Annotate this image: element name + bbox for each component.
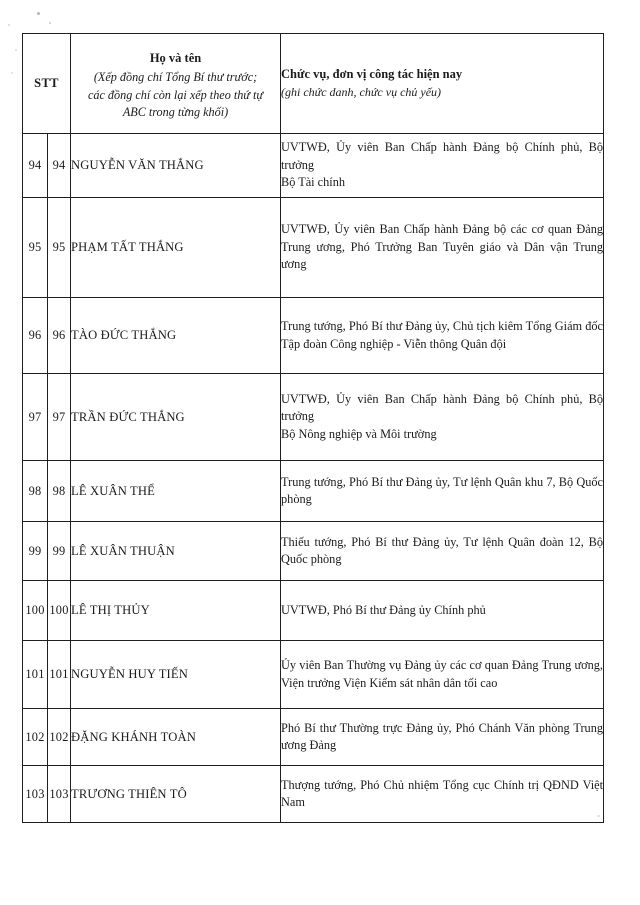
table-row [23, 298, 604, 374]
person-name: TRƯƠNG THIÊN TÔ [71, 766, 281, 823]
position-line: ương Đảng [281, 738, 337, 752]
person-name: TRẦN ĐỨC THẮNG [71, 374, 281, 461]
position-line: phòng [281, 492, 312, 506]
scan-speckle [8, 24, 10, 26]
row-index-outer: 103 [23, 766, 48, 823]
position-line: Quốc phòng [281, 552, 342, 566]
column-header-name-note-line-3: ABC trong từng khối) [122, 104, 229, 119]
row-index-inner: 97 [48, 374, 71, 461]
table-row [23, 134, 604, 198]
row-index-outer: 101 [23, 641, 48, 709]
column-header-name-note-line-2: các đồng chí còn lại xếp theo thứ tự [87, 87, 264, 102]
column-header-position-note: (ghi chức danh, chức vụ chủ yếu) [281, 85, 442, 100]
table-row [23, 766, 604, 823]
position-line: Nam [281, 795, 305, 809]
column-header-stt: STT [23, 34, 71, 134]
position-line: UVTWĐ, Ủy viên Ban Chấp hành Đảng bộ Chính phủ, Bộ trưởng [281, 391, 604, 424]
row-index-inner: 101 [48, 641, 71, 709]
row-index-outer: 99 [23, 522, 48, 581]
row-index-outer: 102 [23, 709, 48, 766]
row-index-outer: 98 [23, 461, 48, 522]
column-header-position [281, 34, 604, 134]
table-row [23, 461, 604, 522]
person-position [281, 709, 604, 766]
person-name: NGUYỄN HUY TIẾN [71, 641, 281, 709]
person-position [281, 134, 604, 198]
person-position [281, 198, 604, 298]
row-index-outer: 94 [23, 134, 48, 198]
position-line: UVTWĐ, Ủy viên Ban Chấp hành Đảng bộ các cơ quan Đảng [281, 222, 604, 237]
row-index-inner: 94 [48, 134, 71, 198]
personnel-table [22, 33, 604, 823]
table-row [23, 198, 604, 298]
position-line: Viện trưởng Viện Kiểm sát nhân dân tối cao [281, 675, 498, 690]
row-index-inner: 98 [48, 461, 71, 522]
person-position [281, 374, 604, 461]
row-index-outer: 97 [23, 374, 48, 461]
person-name: TÀO ĐỨC THẮNG [71, 298, 281, 374]
position-line: Ủy viên Ban Thường vụ Đảng ủy các cơ quan Đảng Trung ương, [281, 658, 604, 673]
column-header-name-note-line-1: (Xếp đồng chí Tổng Bí thư trước; [93, 70, 258, 85]
table-row [23, 641, 604, 709]
person-position [281, 641, 604, 709]
position-line: Thiếu tướng, Phó Bí thư Đảng ủy, Tư lệnh Quân đoàn 12, Bộ [281, 534, 604, 549]
position-line: Thượng tướng, Phó Chủ nhiệm Tổng cục Chính trị QĐND Việt [281, 777, 604, 792]
position-line: UVTWĐ, Ủy viên Ban Chấp hành Đảng bộ Chính phủ, Bộ trưởng [281, 140, 604, 172]
table-row [23, 581, 604, 641]
scan-speckle [11, 72, 13, 74]
position-line: Trung tướng, Phó Bí thư Đảng ủy, Tư lệnh Quân khu 7, Bộ Quốc [281, 474, 604, 489]
position-line: Tập đoàn Công nghiệp - Viễn thông Quân đội [281, 336, 507, 351]
position-line: Trung ương, Phó Trưởng Ban Tuyên giáo và Dân vận Trung ương [281, 239, 604, 272]
person-position [281, 522, 604, 581]
row-index-inner: 102 [48, 709, 71, 766]
person-position [281, 766, 604, 823]
scan-speckle [15, 49, 17, 51]
table-header-row [23, 34, 604, 134]
scan-speckle [37, 12, 40, 15]
row-index-outer: 100 [23, 581, 48, 641]
row-index-inner: 96 [48, 298, 71, 374]
person-name: NGUYỄN VĂN THẮNG [71, 134, 281, 198]
position-line: UVTWĐ, Phó Bí thư Đảng ủy Chính phủ [281, 602, 486, 617]
person-name: LÊ XUÂN THỂ [71, 461, 281, 522]
scan-speckle [49, 22, 51, 24]
person-name: LÊ THỊ THỦY [71, 581, 281, 641]
person-position [281, 581, 604, 641]
table-row [23, 709, 604, 766]
row-index-inner: 99 [48, 522, 71, 581]
person-position [281, 298, 604, 374]
table-row [23, 374, 604, 461]
person-name: PHẠM TẤT THẮNG [71, 198, 281, 298]
person-name: ĐẶNG KHÁNH TOÀN [71, 709, 281, 766]
row-index-outer: 96 [23, 298, 48, 374]
column-header-name-title: Họ và tên [149, 51, 202, 66]
column-header-position-title: Chức vụ, đơn vị công tác hiện nay [281, 66, 463, 81]
table-row [23, 522, 604, 581]
row-index-outer: 95 [23, 198, 48, 298]
position-line: Bộ Tài chính [281, 175, 345, 190]
person-position [281, 461, 604, 522]
row-index-inner: 95 [48, 198, 71, 298]
position-line: Trung tướng, Phó Bí thư Đảng ủy, Chủ tịch kiêm Tổng Giám đốc [281, 319, 604, 334]
position-line: Phó Bí thư Thường trực Đảng ủy, Phó Chánh Văn phòng Trung [281, 720, 604, 735]
row-index-inner: 100 [48, 581, 71, 641]
person-name: LÊ XUÂN THUẬN [71, 522, 281, 581]
column-header-name [71, 34, 281, 134]
row-index-inner: 103 [48, 766, 71, 823]
position-line: Bộ Nông nghiệp và Môi trường [281, 426, 437, 441]
